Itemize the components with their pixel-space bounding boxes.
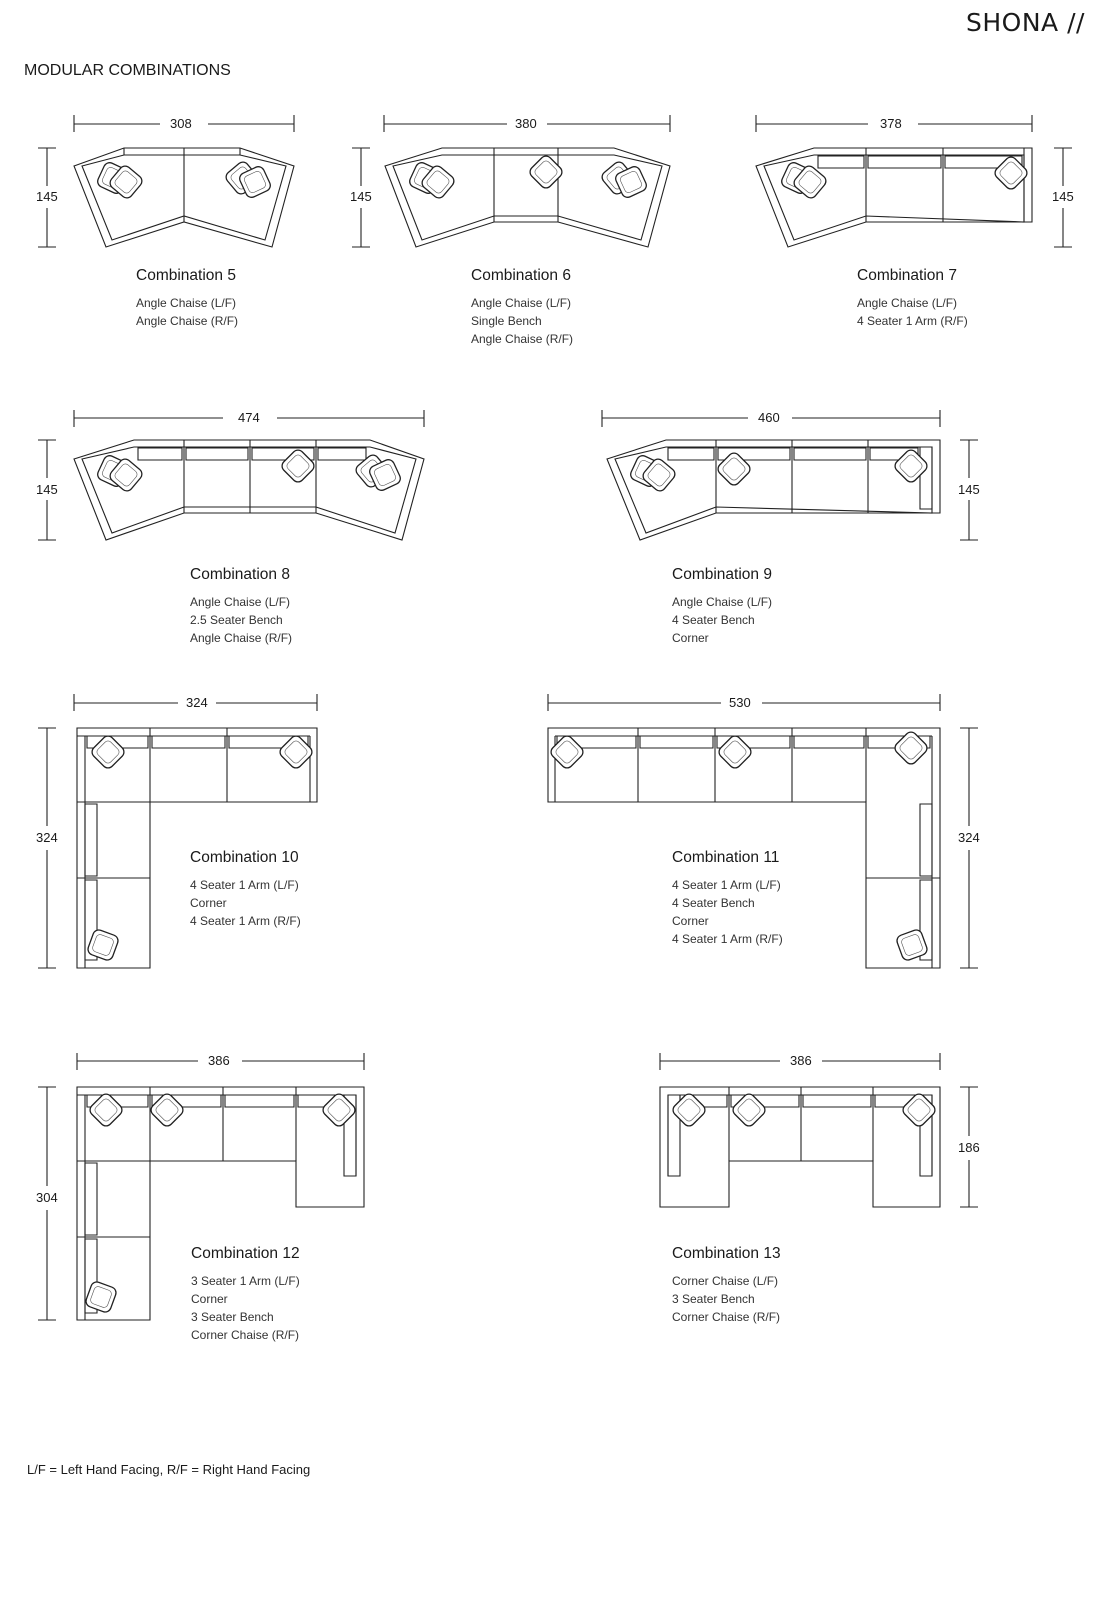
combo-item: 4 Seater Bench — [672, 613, 755, 627]
combo-item: 3 Seater Bench — [672, 1292, 755, 1306]
combo11-caption — [672, 849, 783, 948]
combo-item: Angle Chaise (R/F) — [190, 631, 293, 645]
combo-item: Angle Chaise (L/F) — [857, 296, 958, 310]
combo10-depth: 324 — [30, 830, 64, 846]
combo8-drawing — [38, 410, 424, 540]
combo-title: Combination 13 — [672, 1245, 781, 1262]
combo-item: Angle Chaise (L/F) — [471, 296, 572, 310]
combo8-width: 474 — [232, 410, 266, 426]
combo13-caption — [672, 1245, 781, 1326]
combo-item: Angle Chaise (R/F) — [471, 332, 574, 346]
combo11-depth: 324 — [952, 830, 986, 846]
combo5-depth: 145 — [30, 189, 64, 205]
combo-item: Corner — [672, 914, 709, 928]
combo-item: 3 Seater 1 Arm (L/F) — [191, 1274, 300, 1288]
combo-item: 4 Seater 1 Arm (R/F) — [190, 914, 301, 928]
combo9-depth: 145 — [952, 482, 986, 498]
combo13-depth: 186 — [952, 1140, 986, 1156]
combo-item: Corner Chaise (R/F) — [672, 1310, 781, 1324]
combo6-depth: 145 — [344, 189, 378, 205]
combo-item: 4 Seater 1 Arm (R/F) — [672, 932, 783, 946]
combo-item: Angle Chaise (L/F) — [190, 595, 291, 609]
combo-item: Corner — [190, 896, 227, 910]
combo-item: 2.5 Seater Bench — [190, 613, 283, 627]
combo7-depth: 145 — [1046, 189, 1080, 205]
combo-title: Combination 7 — [857, 267, 957, 284]
page-heading: MODULAR COMBINATIONS — [24, 62, 231, 79]
combo-item: Single Bench — [471, 314, 542, 328]
combo-title: Combination 8 — [190, 566, 290, 583]
combo-title: Combination 10 — [190, 849, 299, 866]
combo12-width: 386 — [202, 1053, 236, 1069]
legend-footnote: L/F = Left Hand Facing, R/F = Right Hand Facing — [27, 1462, 311, 1477]
combo6-caption — [471, 267, 573, 348]
combo12-depth: 304 — [30, 1190, 64, 1206]
combo6-drawing — [352, 115, 670, 247]
combo13-drawing — [660, 1053, 978, 1207]
combo-title: Combination 5 — [136, 267, 236, 284]
combo13-width: 386 — [784, 1053, 818, 1069]
combo8-depth: 145 — [30, 482, 64, 498]
brand-logo: SHONA // — [966, 8, 1085, 37]
combo8-caption — [190, 566, 292, 647]
combo-title: Combination 9 — [672, 566, 772, 583]
combo10-caption — [190, 849, 301, 930]
combo9-drawing — [602, 410, 978, 540]
combo-item: 4 Seater 1 Arm (L/F) — [190, 878, 299, 892]
combo5-caption — [136, 267, 238, 330]
combo-item: Angle Chaise (R/F) — [136, 314, 239, 328]
combo-item: Angle Chaise (L/F) — [672, 595, 773, 609]
combo-item: Corner — [672, 631, 709, 645]
combo10-width: 324 — [180, 695, 214, 711]
combo-title: Combination 6 — [471, 267, 571, 284]
combo-item: Corner — [191, 1292, 228, 1306]
combo7-caption — [857, 267, 968, 330]
combo5-drawing — [38, 115, 294, 247]
combo5-width: 308 — [164, 116, 198, 132]
combo-item: 4 Seater Bench — [672, 896, 755, 910]
combo-title: Combination 11 — [672, 849, 780, 866]
combo9-caption — [672, 566, 772, 647]
combo-item: 4 Seater 1 Arm (L/F) — [672, 878, 781, 892]
combo-item: Corner Chaise (L/F) — [672, 1274, 779, 1288]
combo-item: Corner Chaise (R/F) — [191, 1328, 300, 1342]
combo7-drawing — [756, 115, 1072, 247]
combo-title: Combination 12 — [191, 1245, 300, 1262]
combo-item: 4 Seater 1 Arm (R/F) — [857, 314, 968, 328]
combo7-width: 378 — [874, 116, 908, 132]
combo-item: 3 Seater Bench — [191, 1310, 274, 1324]
combo-item: Angle Chaise (L/F) — [136, 296, 237, 310]
combo11-width: 530 — [723, 695, 757, 711]
combo9-width: 460 — [752, 410, 786, 426]
combo6-width: 380 — [509, 116, 543, 132]
combo12-caption — [191, 1245, 300, 1344]
